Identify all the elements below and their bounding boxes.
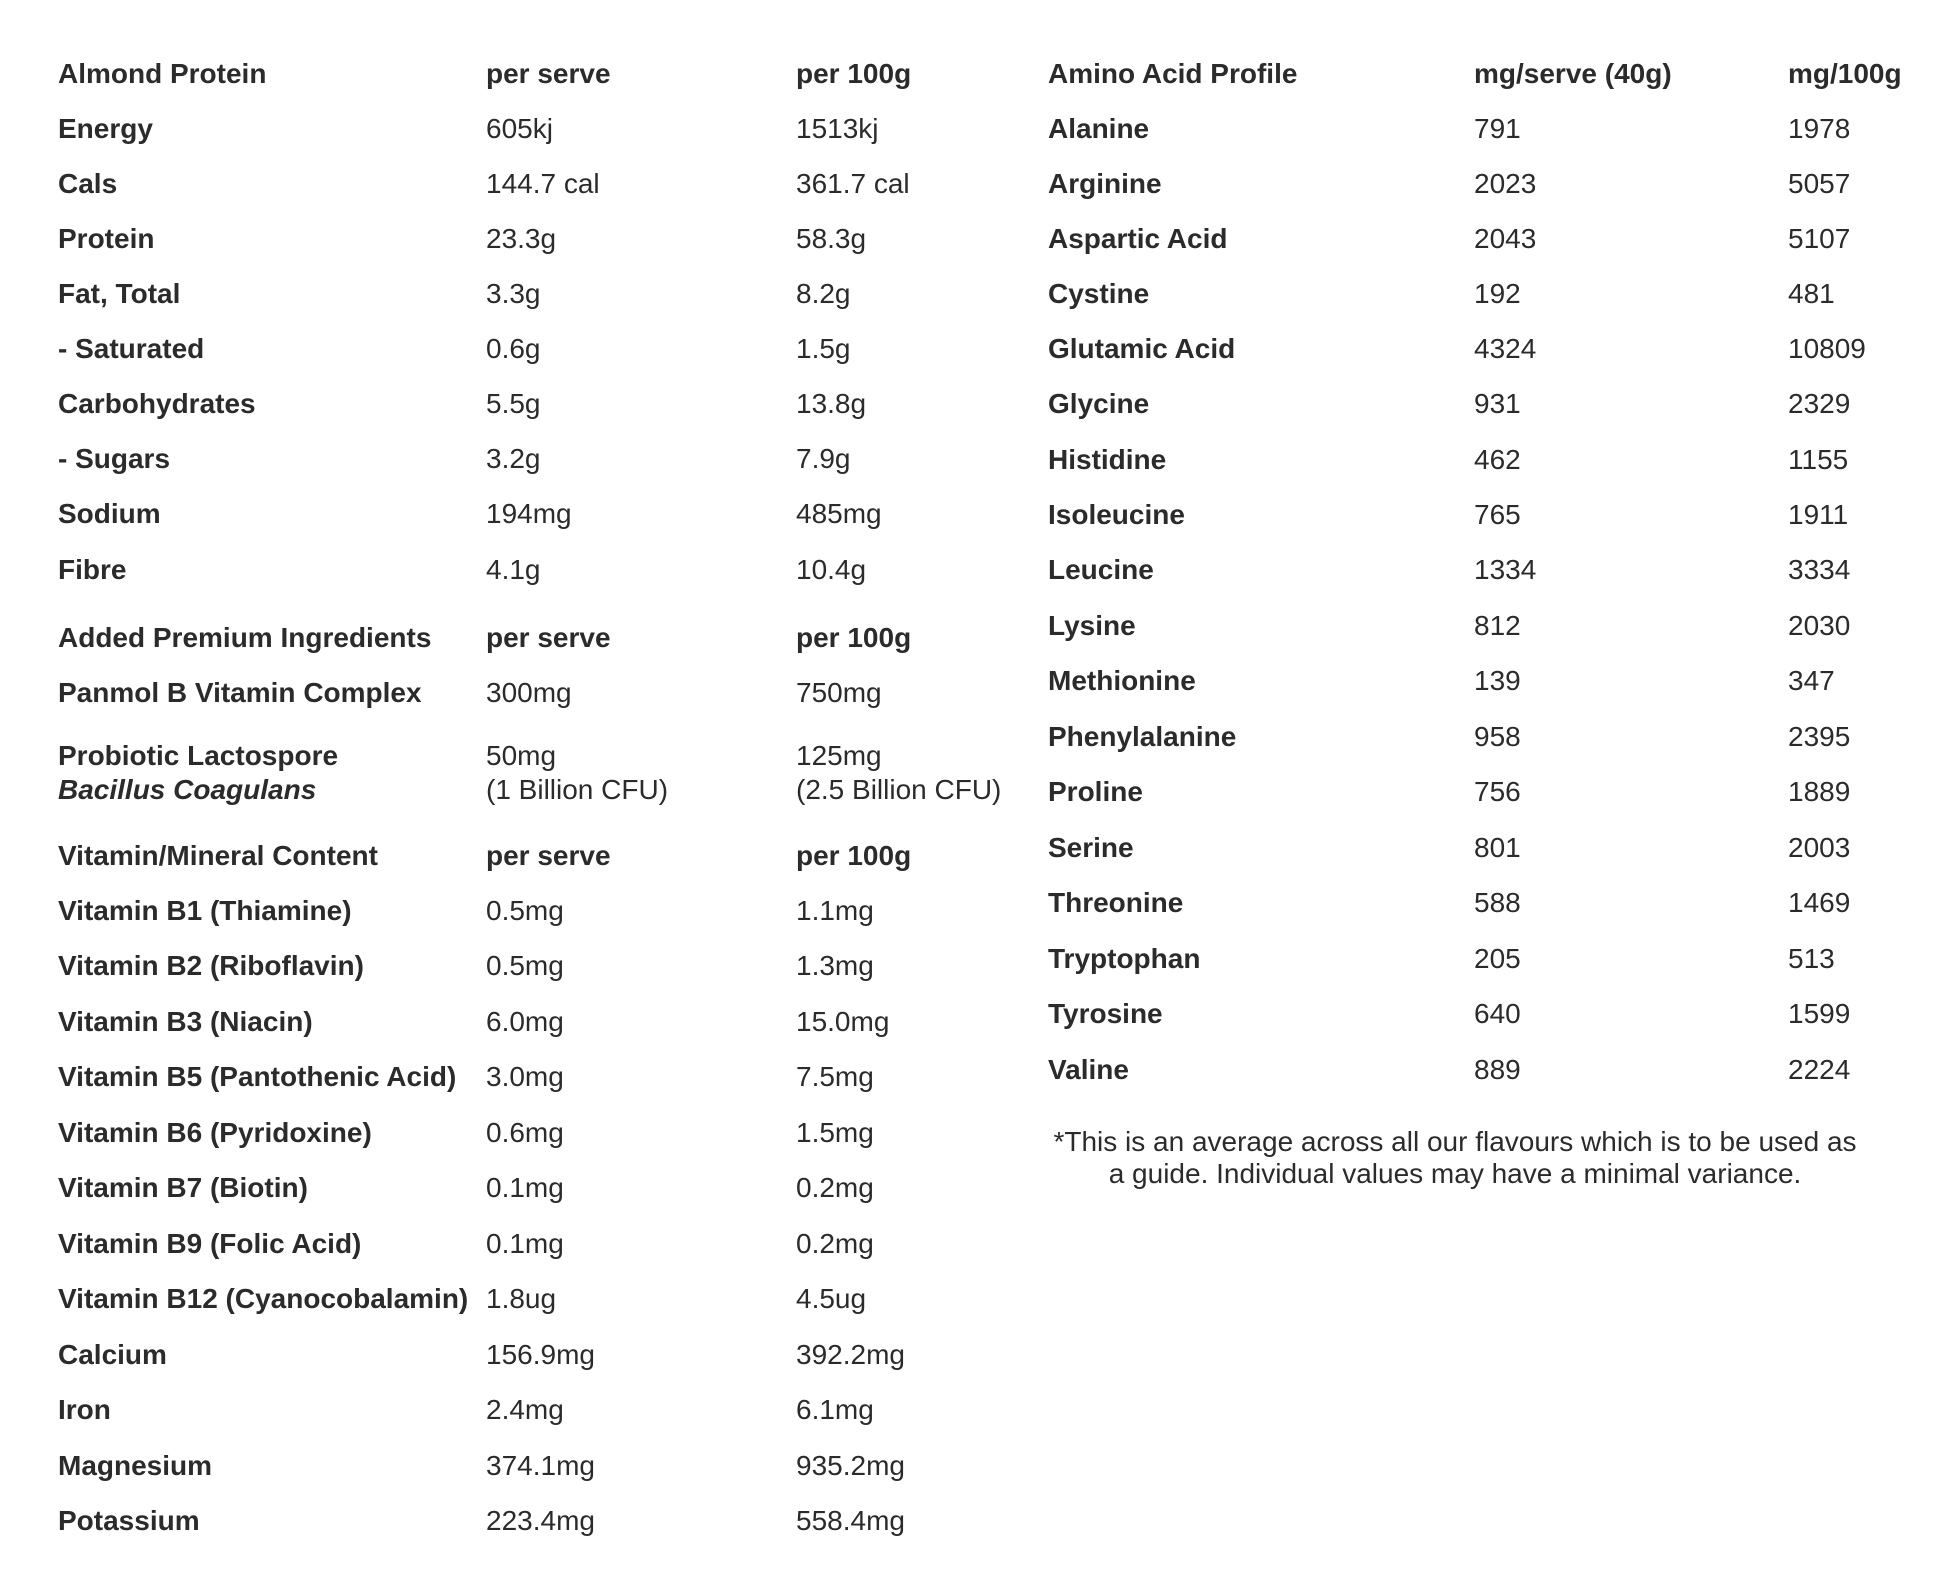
row-label: Panmol B Vitamin Complex xyxy=(58,677,422,708)
row-label: Fibre xyxy=(58,554,127,585)
row-per-100g: 15.0mg xyxy=(796,1006,890,1037)
row-label: Glutamic Acid xyxy=(1048,333,1236,364)
row-per-100g: 2030 xyxy=(1788,610,1851,641)
row-per-serve: 889 xyxy=(1474,1054,1521,1085)
row-per-serve: 0.6g xyxy=(486,333,541,364)
amino-per-100g-header: mg/100g xyxy=(1788,58,1902,89)
row-per-serve: 5.5g xyxy=(486,388,541,419)
row-per-serve: 192 xyxy=(1474,278,1521,309)
row-label: Serine xyxy=(1048,832,1134,863)
row-label: Vitamin B2 (Riboflavin) xyxy=(58,950,364,981)
row-per-100g: 58.3g xyxy=(796,223,867,254)
row-per-100g: 1513kj xyxy=(796,113,879,144)
row-label: Proline xyxy=(1048,776,1143,807)
row-per-100g: 558.4mg xyxy=(796,1505,905,1536)
footnote xyxy=(1030,1126,1880,1190)
row-label: - Sugars xyxy=(58,443,171,474)
row-per-100g: 7.5mg xyxy=(796,1061,874,1092)
row-per-100g: 2003 xyxy=(1788,832,1851,863)
row-per-serve: 0.5mg xyxy=(486,895,564,926)
row-per-serve: 2023 xyxy=(1474,168,1537,199)
row-label: Protein xyxy=(58,223,155,254)
row-label: Glycine xyxy=(1048,388,1150,419)
row-per-100g: 750mg xyxy=(796,677,882,708)
row-per-100g: 0.2mg xyxy=(796,1172,874,1203)
vitamin-per-100g-header: per 100g xyxy=(796,840,912,871)
row-per-serve: 3.0mg xyxy=(486,1061,564,1092)
row-per-100g: 2224 xyxy=(1788,1054,1851,1085)
row-label: Vitamin B12 (Cyanocobalamin) xyxy=(58,1283,469,1314)
row-label: Methionine xyxy=(1048,665,1196,696)
row-per-serve: 2.4mg xyxy=(486,1394,564,1425)
row-per-serve: 1.8ug xyxy=(486,1283,557,1314)
row-per-serve: 812 xyxy=(1474,610,1521,641)
row-per-100g: 935.2mg xyxy=(796,1450,905,1481)
row-per-100g: 1.1mg xyxy=(796,895,874,926)
row-per-serve: 3.2g xyxy=(486,443,541,474)
row-per-serve: 0.6mg xyxy=(486,1117,564,1148)
row-label: Vitamin B3 (Niacin) xyxy=(58,1006,313,1037)
row-label: Tyrosine xyxy=(1048,998,1163,1029)
row-per-100g: 6.1mg xyxy=(796,1394,874,1425)
row-label: Potassium xyxy=(58,1505,200,1536)
row-per-serve: 791 xyxy=(1474,113,1521,144)
row-per-serve: 156.9mg xyxy=(486,1339,595,1370)
row-label: Vitamin B5 (Pantothenic Acid) xyxy=(58,1061,457,1092)
row-per-serve: 765 xyxy=(1474,499,1521,530)
row-per-serve: 0.1mg xyxy=(486,1228,564,1259)
probiotic-serve: 50mg xyxy=(486,740,557,771)
row-label: Vitamin B1 (Thiamine) xyxy=(58,895,352,926)
row-per-serve: 300mg xyxy=(486,677,572,708)
row-label: Aspartic Acid xyxy=(1048,223,1228,254)
row-per-100g: 3334 xyxy=(1788,554,1851,585)
nutrition-per-100g-header: per 100g xyxy=(796,58,912,89)
row-per-100g: 0.2mg xyxy=(796,1228,874,1259)
row-per-serve: 2043 xyxy=(1474,223,1537,254)
row-per-100g: 1.5mg xyxy=(796,1117,874,1148)
nutrition-per-serve-header: per serve xyxy=(486,58,611,89)
row-label: Iron xyxy=(58,1394,111,1425)
row-label: Leucine xyxy=(1048,554,1154,585)
row-label: Carbohydrates xyxy=(58,388,256,419)
row-per-serve: 0.1mg xyxy=(486,1172,564,1203)
amino-title: Amino Acid Profile xyxy=(1048,58,1298,89)
row-per-serve: 23.3g xyxy=(486,223,557,254)
footnote-line-1: *This is an average across all our flavours which is to be used as xyxy=(1053,1126,1857,1157)
row-per-100g: 392.2mg xyxy=(796,1339,905,1370)
row-label: Cals xyxy=(58,168,118,199)
probiotic-per100-note: (2.5 Billion CFU) xyxy=(796,774,1002,805)
row-label: Energy xyxy=(58,113,153,144)
probiotic-name-cell xyxy=(58,736,339,805)
row-label: Arginine xyxy=(1048,168,1162,199)
row-per-serve: 588 xyxy=(1474,887,1521,918)
row-label: Magnesium xyxy=(58,1450,213,1481)
row-per-100g: 10.4g xyxy=(796,554,867,585)
row-per-serve: 6.0mg xyxy=(486,1006,564,1037)
row-label: Lysine xyxy=(1048,610,1136,641)
row-per-100g: 2395 xyxy=(1788,721,1851,752)
row-per-serve: 1334 xyxy=(1474,554,1537,585)
row-per-serve: 801 xyxy=(1474,832,1521,863)
row-label: Tryptophan xyxy=(1048,943,1201,974)
row-label: Calcium xyxy=(58,1339,167,1370)
row-per-serve: 640 xyxy=(1474,998,1521,1029)
row-per-serve: 4324 xyxy=(1474,333,1537,364)
row-label: Histidine xyxy=(1048,444,1167,475)
row-per-serve: 139 xyxy=(1474,665,1521,696)
row-per-100g: 1978 xyxy=(1788,113,1851,144)
probiotic-per100: 125mg xyxy=(796,740,882,771)
row-per-100g: 485mg xyxy=(796,498,882,529)
row-per-serve: 205 xyxy=(1474,943,1521,974)
premium-per-serve-header: per serve xyxy=(486,622,611,653)
row-per-serve: 4.1g xyxy=(486,554,541,585)
amino-per-serve-header: mg/serve (40g) xyxy=(1474,58,1672,89)
row-per-100g: 513 xyxy=(1788,943,1835,974)
nutrition-title: Almond Protein xyxy=(58,58,267,89)
row-label: Phenylalanine xyxy=(1048,721,1237,752)
row-label: Alanine xyxy=(1048,113,1150,144)
probiotic-per100-cell xyxy=(796,736,1002,805)
row-per-100g: 1911 xyxy=(1788,499,1849,530)
row-per-100g: 4.5ug xyxy=(796,1283,867,1314)
row-per-serve: 756 xyxy=(1474,776,1521,807)
premium-per-100g-header: per 100g xyxy=(796,622,912,653)
row-per-100g: 5057 xyxy=(1788,168,1851,199)
premium-title: Added Premium Ingredients xyxy=(58,622,432,653)
footnote-line-2: a guide. Individual values may have a minimal variance. xyxy=(1108,1158,1802,1189)
row-per-serve: 0.5mg xyxy=(486,950,564,981)
row-label: Isoleucine xyxy=(1048,499,1185,530)
row-per-100g: 1155 xyxy=(1788,444,1849,475)
vitamin-per-serve-header: per serve xyxy=(486,840,611,871)
row-per-100g: 1889 xyxy=(1788,776,1851,807)
row-label: Vitamin B6 (Pyridoxine) xyxy=(58,1117,372,1148)
row-per-serve: 144.7 cal xyxy=(486,168,600,199)
row-label: Fat, Total xyxy=(58,278,181,309)
row-per-100g: 1.5g xyxy=(796,333,851,364)
row-per-100g: 361.7 cal xyxy=(796,168,910,199)
row-per-100g: 5107 xyxy=(1788,223,1851,254)
row-per-100g: 2329 xyxy=(1788,388,1851,419)
row-label: Sodium xyxy=(58,498,161,529)
probiotic-serve-cell xyxy=(486,736,669,805)
row-label: - Saturated xyxy=(58,333,205,364)
row-per-100g: 481 xyxy=(1788,278,1835,309)
row-per-serve: 223.4mg xyxy=(486,1505,595,1536)
row-per-serve: 3.3g xyxy=(486,278,541,309)
row-per-100g: 1599 xyxy=(1788,998,1851,1029)
row-per-100g: 7.9g xyxy=(796,443,851,474)
vitamin-title: Vitamin/Mineral Content xyxy=(58,840,378,871)
row-label: Valine xyxy=(1048,1054,1129,1085)
row-per-100g: 13.8g xyxy=(796,388,867,419)
row-per-100g: 347 xyxy=(1788,665,1835,696)
row-per-serve: 462 xyxy=(1474,444,1521,475)
row-per-serve: 931 xyxy=(1474,388,1521,419)
row-per-serve: 605kj xyxy=(486,113,553,144)
probiotic-subname: Bacillus Coagulans xyxy=(58,774,317,805)
probiotic-serve-note: (1 Billion CFU) xyxy=(486,774,669,805)
row-per-serve: 194mg xyxy=(486,498,572,529)
row-per-serve: 374.1mg xyxy=(486,1450,595,1481)
row-label: Vitamin B7 (Biotin) xyxy=(58,1172,308,1203)
row-label: Cystine xyxy=(1048,278,1150,309)
row-per-serve: 958 xyxy=(1474,721,1521,752)
row-per-100g: 10809 xyxy=(1788,333,1866,364)
row-per-100g: 1.3mg xyxy=(796,950,874,981)
row-per-100g: 8.2g xyxy=(796,278,851,309)
row-label: Vitamin B9 (Folic Acid) xyxy=(58,1228,362,1259)
row-per-100g: 1469 xyxy=(1788,887,1851,918)
probiotic-name: Probiotic Lactospore xyxy=(58,740,339,771)
row-label: Threonine xyxy=(1048,887,1184,918)
